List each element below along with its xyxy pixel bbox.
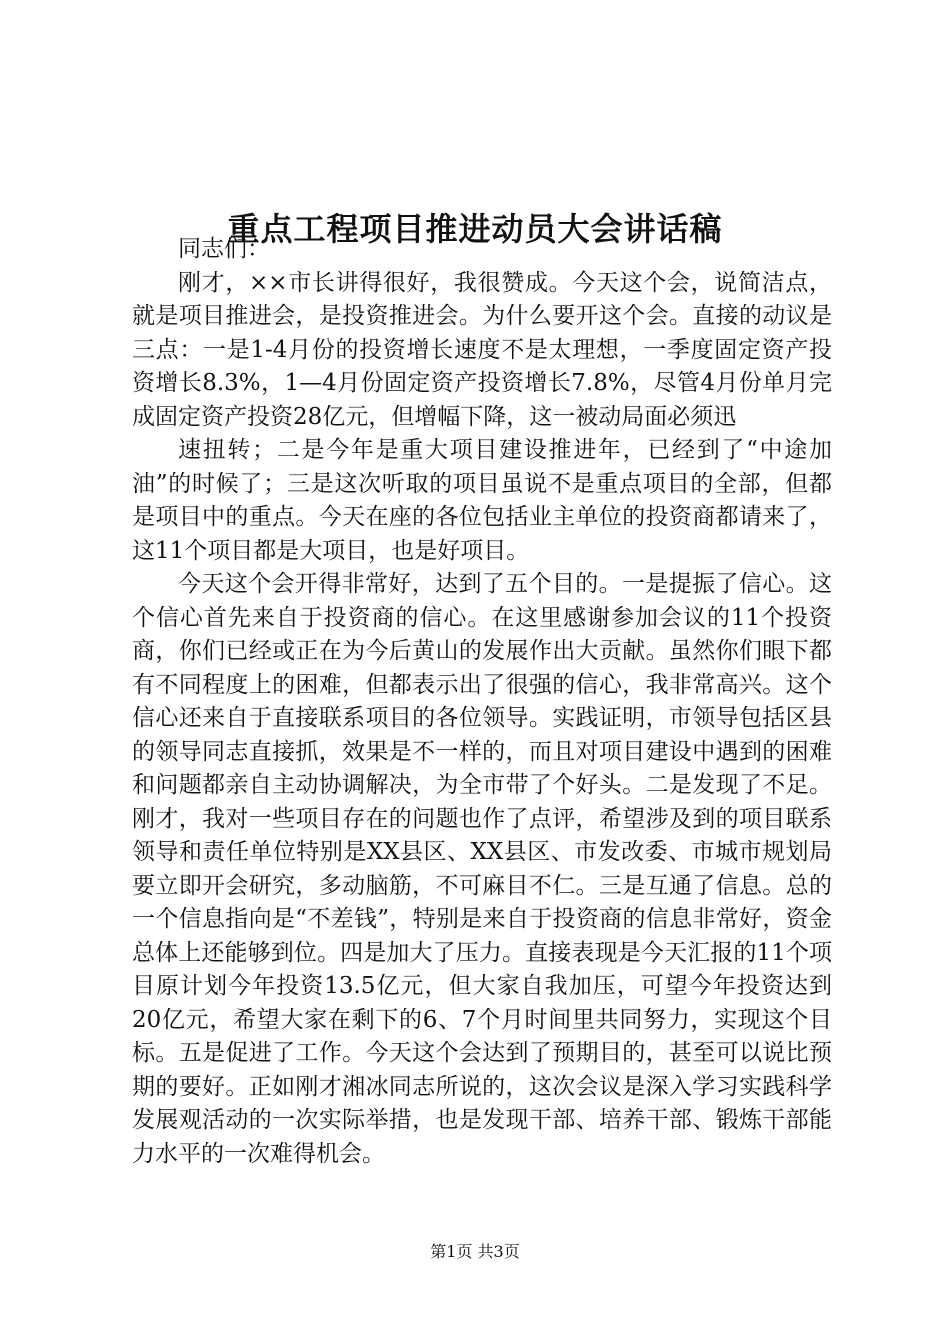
body-paragraph-1: 刚才，××市长讲得很好，我很赞成。今天这个会，说简洁点，就是项目推进会，是投资推进会。为什么要开这个会。直接的动议是三点：一是1-4月份的投资增长速度不是太理想，一季度固定资产投资增长8.3%，1—4月份固定资产投资增长7.8%，尽管4月份单月完成固定资产投资28亿元，但增幅下降，这一被动局面必须迅: [132, 269, 832, 430]
body-paragraph-3: 今天这个会开得非常好，达到了五个目的。一是提振了信心。这个信心首先来自于投资商的信心。在这里感谢参加会议的11个投资商，你们已经或正在为今后黄山的发展作出大贡献。虽然你们眼下都有不同程度上的困难，但都表示出了很强的信心，我非常高兴。这个信心还来自于直接联系项目的各位领导。实践证明，市领导包括区县的领导同志直接抓，效果是不一样的，而且对项目建设中遇到的困难和问题都亲自主动协调解决，为全市带了个好头。二是发现了不足。刚才，我对一些项目存在的问题也作了点评，希望涉及到的项目联系领导和责任单位特别是XX县区、XX县区、市发改委、市城市规划局要立即开会研究，多动脑筋，不可麻目不仁。三是互通了信息。总的一个信息指向是“不差钱”，特别是来自于投资商的信息非常好，资金总体上还能够到位。四是加大了压力。直接表现是今天汇报的11个项目原计划今年投资13.5亿元，但大家自我加压，可望今年投资达到20亿元，希望大家在剩下的6、7个月时间里共同努力，实现这个目标。五是促进了工作。今天这个会达到了预期目的，甚至可以说比预期的要好。正如刚才湘冰同志所说的，这次会议是深入学习实践科学发展观活动的一次实际举措，也是发现干部、培养干部、锻炼干部能力水平的一次难得机会。: [132, 571, 832, 1167]
salutation-paragraph: 同志们：: [178, 236, 270, 262]
document-title: 重点工程项目推进动员大会讲话稿: [227, 210, 723, 249]
body-paragraph-2: 速扭转；二是今年是重大项目建设推进年，已经到了“中途加油”的时候了；三是这次听取的项目虽说不是重点项目的全部，但都是项目中的重点。今天在座的各位包括业主单位的投资商都请来了，这11个项目都是大项目，也是好项目。: [132, 437, 832, 564]
document-body: [132, 233, 832, 1171]
page-number-footer: 第1页 共3页: [430, 1242, 520, 1261]
